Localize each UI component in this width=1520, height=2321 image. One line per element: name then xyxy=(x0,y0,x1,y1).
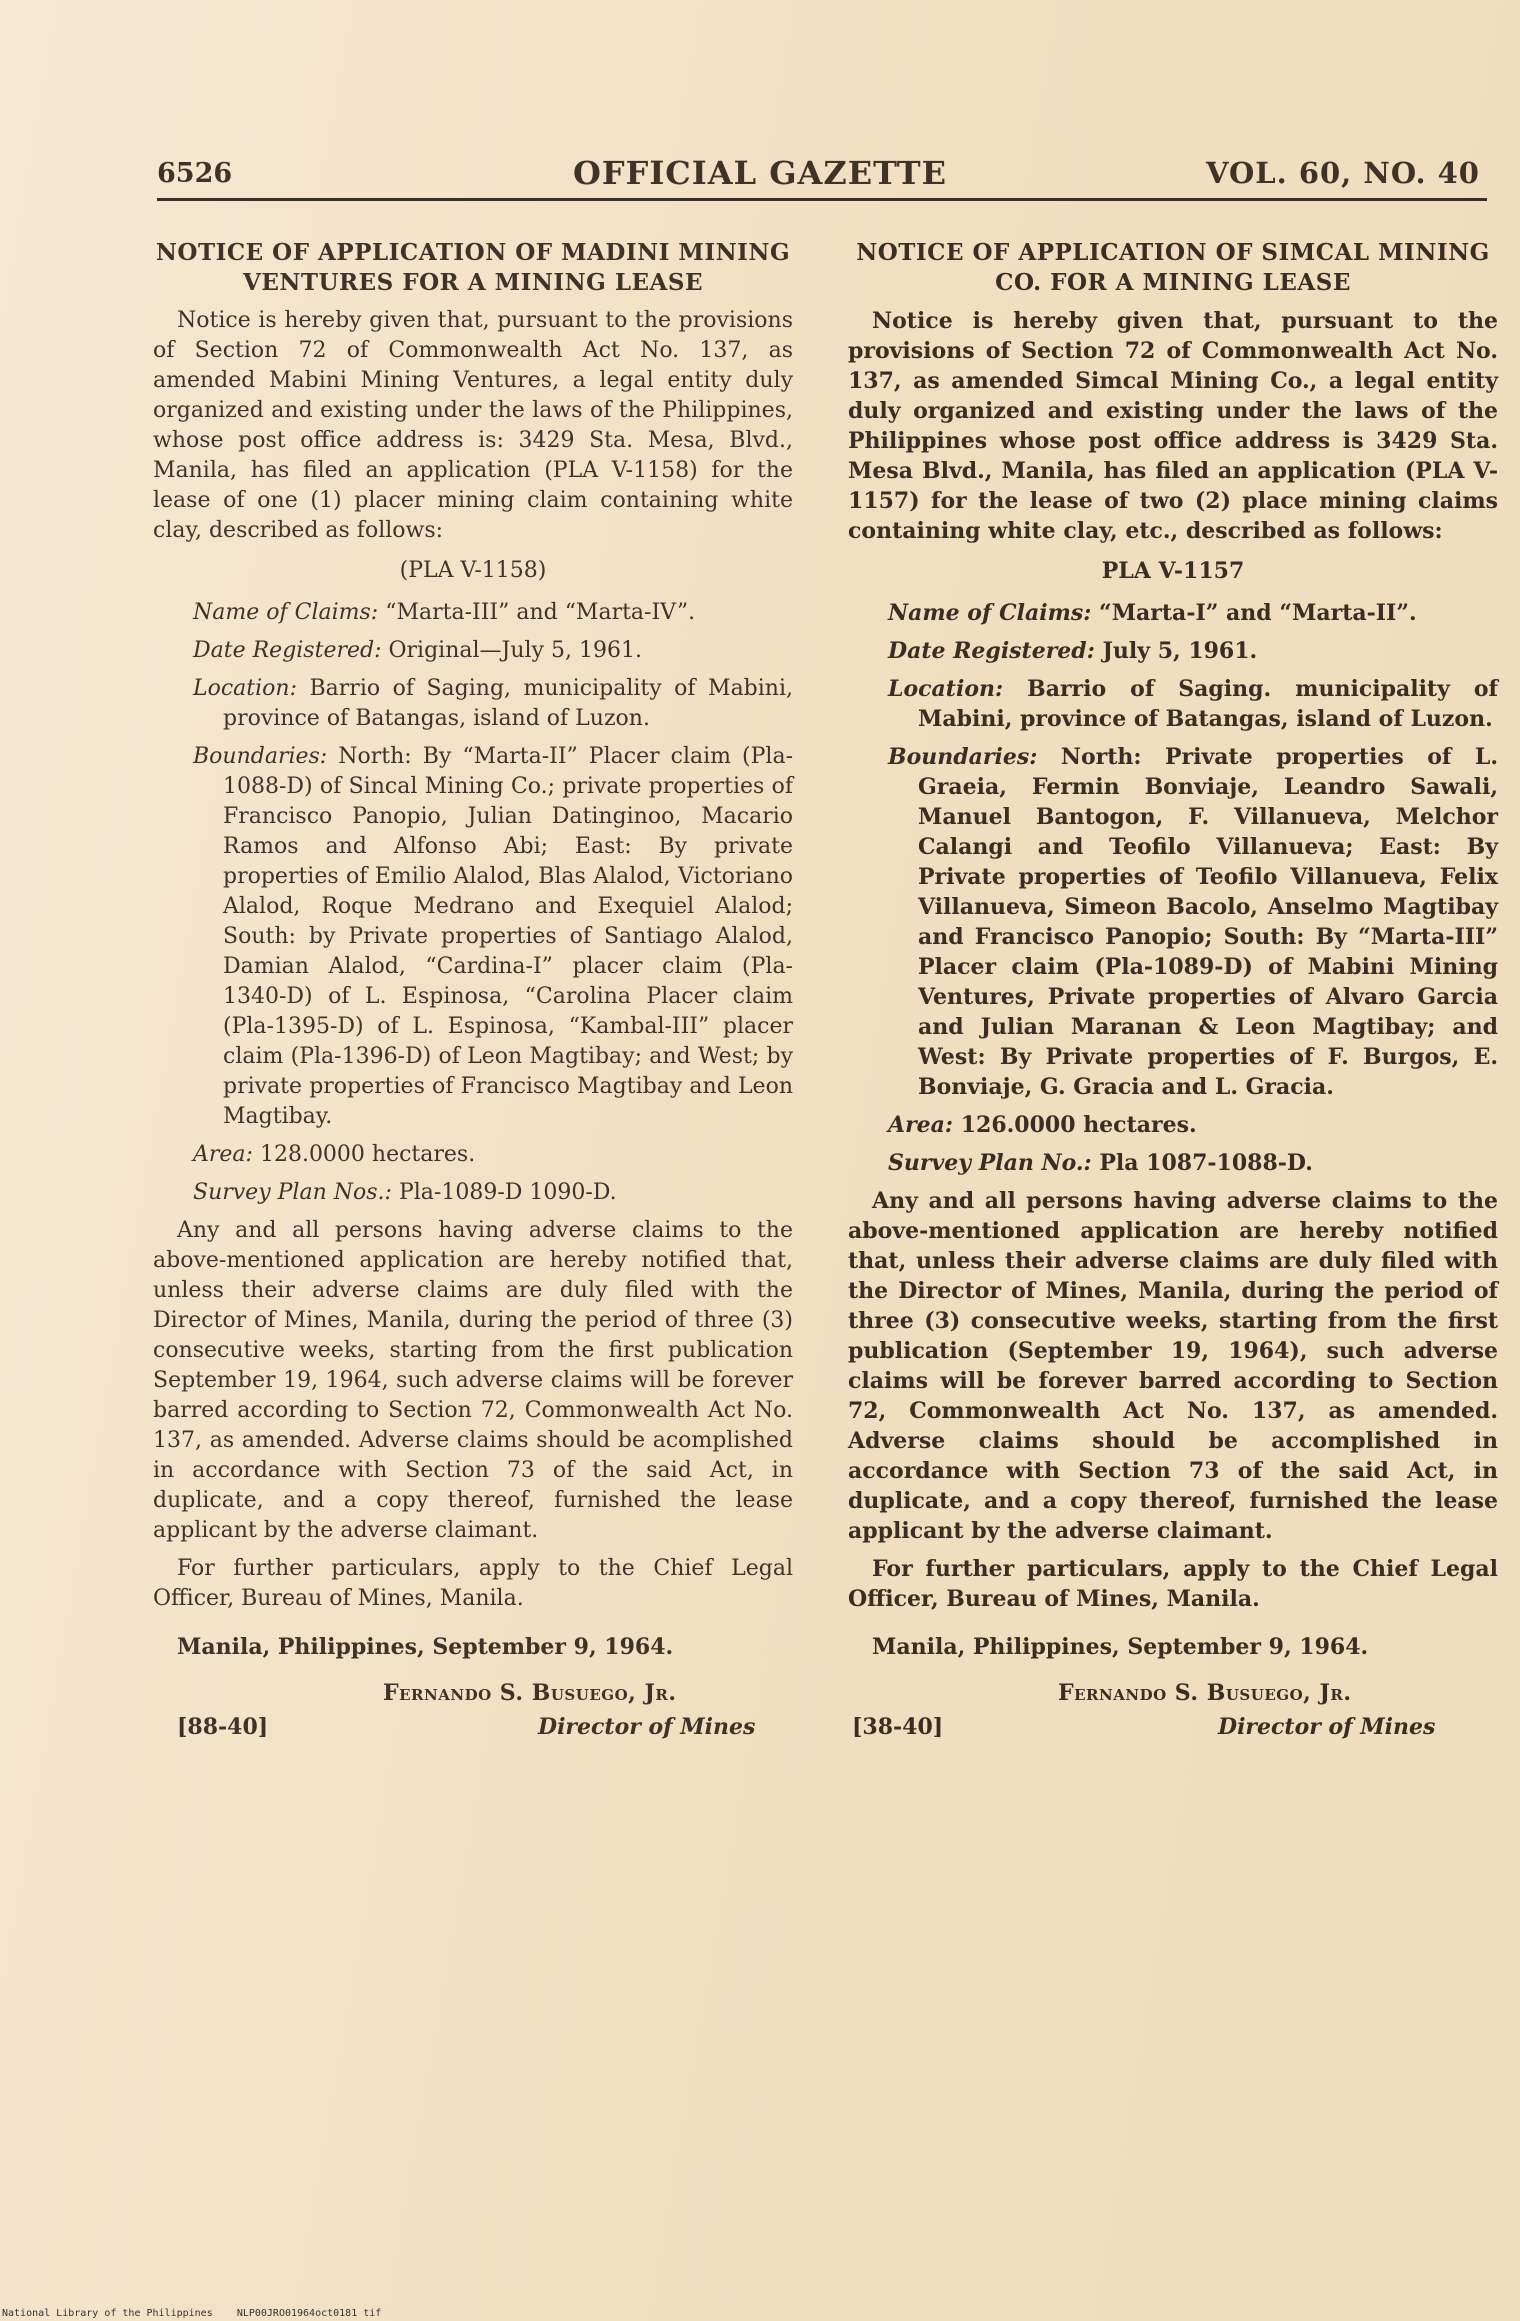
field-area xyxy=(888,1110,1498,1140)
pla-number: (PLA V-1158) xyxy=(399,558,547,583)
field-boundaries xyxy=(888,742,1498,1102)
volume-number: VOL. 60, NO. 40 xyxy=(1205,156,1480,190)
header-rule xyxy=(157,198,1487,201)
field-label: Survey Plan No.: xyxy=(888,1150,1092,1176)
field-area xyxy=(193,1140,793,1170)
adverse-claims-paragraph: Any and all persons having adverse claims to the above-mentioned application are hereby notified that, unless their adverse claims are duly filed with the Director of Mines, Manila, during the period of three (3) consecutive weeks, starting from the first publication September 19, 1964, such adverse claims will be forever barred according to Section 72, Commonwealth Act No. 137, as amended. Adverse claims should be acomplished in accordance with Section 73 of the said Act, in duplicate, and a copy thereof, furnished the lease applicant by the adverse claimant. xyxy=(153,1218,793,1543)
field-label: Location: xyxy=(888,676,1004,702)
right-notice xyxy=(848,238,1498,1754)
page-number: 6526 xyxy=(157,158,233,189)
field-value: North: Private properties of L. Graeia, Fermin Bonviaje, Leandro Sawali, Manuel Bantogon, F. Villanueva, Melchor Calangi and Teofilo Villanueva; East: By Private properties of Teofilo Villanueva, Felix Villanueva, Simeon Bacolo, Anselmo Magtibay and Francisco Panopio; South: By “Marta-III” Placer claim (Pla-1089-D) of Mabini Mining Ventures, Private properties of Alvaro Garcia and Julian Maranan & Leon Magtibay; and West: By Private properties of F. Burgos, E. Bonviaje, G. Gracia and L. Gracia. xyxy=(918,744,1498,1100)
field-value: “Marta-I” and “Marta-II”. xyxy=(1099,600,1417,626)
field-survey-plan xyxy=(888,1148,1498,1178)
signer-name: Fernando S. Busuego, Jr. xyxy=(1058,1680,1352,1706)
dateline: Manila, Philippines, September 9, 1964. xyxy=(872,1634,1369,1660)
notice-intro: Notice is hereby given that, pursuant to the provisions of Section 72 of Commonwealth Act No. 137, as amended Mabini Mining Ventures, a legal entity duly organized and existing under the laws of the Philippines, whose post office address is: 3429 Sta. Mesa, Blvd., Manila, has filed an application (PLA V-1158) for the lease of one (1) placer mining claim containing white clay, described as follows: xyxy=(153,308,793,543)
field-value: 128.0000 hectares. xyxy=(259,1142,476,1167)
field-value: Barrio of Saging, municipality of Mabini, province of Batangas, island of Luzon. xyxy=(223,676,793,731)
field-label: Location: xyxy=(193,676,297,701)
field-value: 126.0000 hectares. xyxy=(960,1112,1197,1138)
notice-title: NOTICE OF APPLICATION OF SIMCAL MINING CO. FOR A MINING LEASE xyxy=(856,239,1490,296)
further-particulars: For further particulars, apply to the Chief Legal Officer, Bureau of Mines, Manila. xyxy=(153,1556,793,1611)
field-name-of-claims xyxy=(888,598,1498,628)
field-value: Pla 1087-1088-D. xyxy=(1099,1150,1313,1176)
running-header xyxy=(0,150,1520,200)
pla-number: PLA V-1157 xyxy=(1101,558,1245,584)
field-name-of-claims xyxy=(193,598,793,628)
field-date-registered xyxy=(888,636,1498,666)
field-value: North: By “Marta-II” Placer claim (Pla-1088-D) of Sincal Mining Co.; private properties of Francisco Panopio, Julian Datinginoo, Macario Ramos and Alfonso Abi; East: By private properties of Emilio Alalod, Blas Alalod, Victoriano Alalod, Roque Medrano and Exequiel Alalod; South: by Private properties of Santiago Alalod, Damian Alalod, “Cardina-I” placer claim (Pla-1340-D) of L. Espinosa, “Carolina Placer claim (Pla-1395-D) of L. Espinosa, “Kambal-III” placer claim (Pla-1396-D) of Leon Magtibay; and West; by private properties of Francisco Magtibay and Leon Magtibay. xyxy=(223,744,793,1129)
field-label: Boundaries: xyxy=(888,744,1038,770)
further-particulars: For further particulars, apply to the Chief Legal Officer, Bureau of Mines, Manila. xyxy=(848,1556,1498,1612)
field-value: “Marta-III” and “Marta-IV”. xyxy=(385,600,696,625)
signer-name: Fernando S. Busuego, Jr. xyxy=(383,1680,677,1706)
field-label: Area: xyxy=(193,1142,253,1167)
field-location xyxy=(888,674,1498,734)
field-value: Original—July 5, 1961. xyxy=(388,638,642,663)
field-value: Barrio of Saging. municipality of Mabini, province of Batangas, island of Luzon. xyxy=(918,676,1498,732)
publication-title: OFFICIAL GAZETTE xyxy=(573,154,947,192)
notice-code: [38-40] xyxy=(852,1714,944,1740)
field-survey-plan xyxy=(193,1178,793,1208)
field-label: Survey Plan Nos.: xyxy=(193,1180,392,1205)
field-label: Name of Claims: xyxy=(888,600,1092,626)
signer-title: Director of Mines xyxy=(538,1714,756,1740)
scan-footer xyxy=(2,2308,381,2319)
field-label: Boundaries: xyxy=(193,744,328,769)
footer-file: NLP00JRO01964oct0181 tif xyxy=(236,2308,382,2319)
field-value: Pla-1089-D 1090-D. xyxy=(398,1180,617,1205)
footer-library: National Library of the Philippines xyxy=(2,2308,213,2319)
field-label: Name of Claims: xyxy=(193,600,379,625)
field-boundaries xyxy=(193,742,793,1132)
notice-title: NOTICE OF APPLICATION OF MADINI MINING VENTURES FOR A MINING LEASE xyxy=(155,239,791,296)
adverse-claims-paragraph: Any and all persons having adverse claims to the above-mentioned application are hereby notified that, unless their adverse claims are duly filed with the Director of Mines, Manila, during the period of three (3) consecutive weeks, starting from the first publication (September 19, 1964), such adverse claims will be forever barred according to Section 72, Commonwealth Act No. 137, as amended. Adverse claims should be accomplished in accordance with Section 73 of the said Act, in duplicate, and a copy thereof, furnished the lease applicant by the adverse claimant. xyxy=(848,1188,1498,1544)
signer-title: Director of Mines xyxy=(1218,1714,1436,1740)
field-location xyxy=(193,674,793,734)
left-notice xyxy=(153,238,793,1754)
notice-code: [88-40] xyxy=(177,1714,269,1740)
field-label: Area: xyxy=(888,1112,954,1138)
field-value: July 5, 1961. xyxy=(1102,638,1258,664)
dateline: Manila, Philippines, September 9, 1964. xyxy=(177,1634,674,1660)
field-label: Date Registered: xyxy=(193,638,382,663)
field-date-registered xyxy=(193,636,793,666)
field-label: Date Registered: xyxy=(888,638,1095,664)
signature-block xyxy=(848,1678,1498,1754)
signature-block xyxy=(153,1678,793,1754)
notice-intro: Notice is hereby given that, pursuant to the provisions of Section 72 of Commonwealth Act No. 137, as amended Simcal Mining Co., a legal entity duly organized and existing under the laws of the Philippines whose post office address is 3429 Sta. Mesa Blvd., Manila, has filed an application (PLA V-1157) for the lease of two (2) place mining claims containing white clay, etc., described as follows: xyxy=(848,308,1498,544)
